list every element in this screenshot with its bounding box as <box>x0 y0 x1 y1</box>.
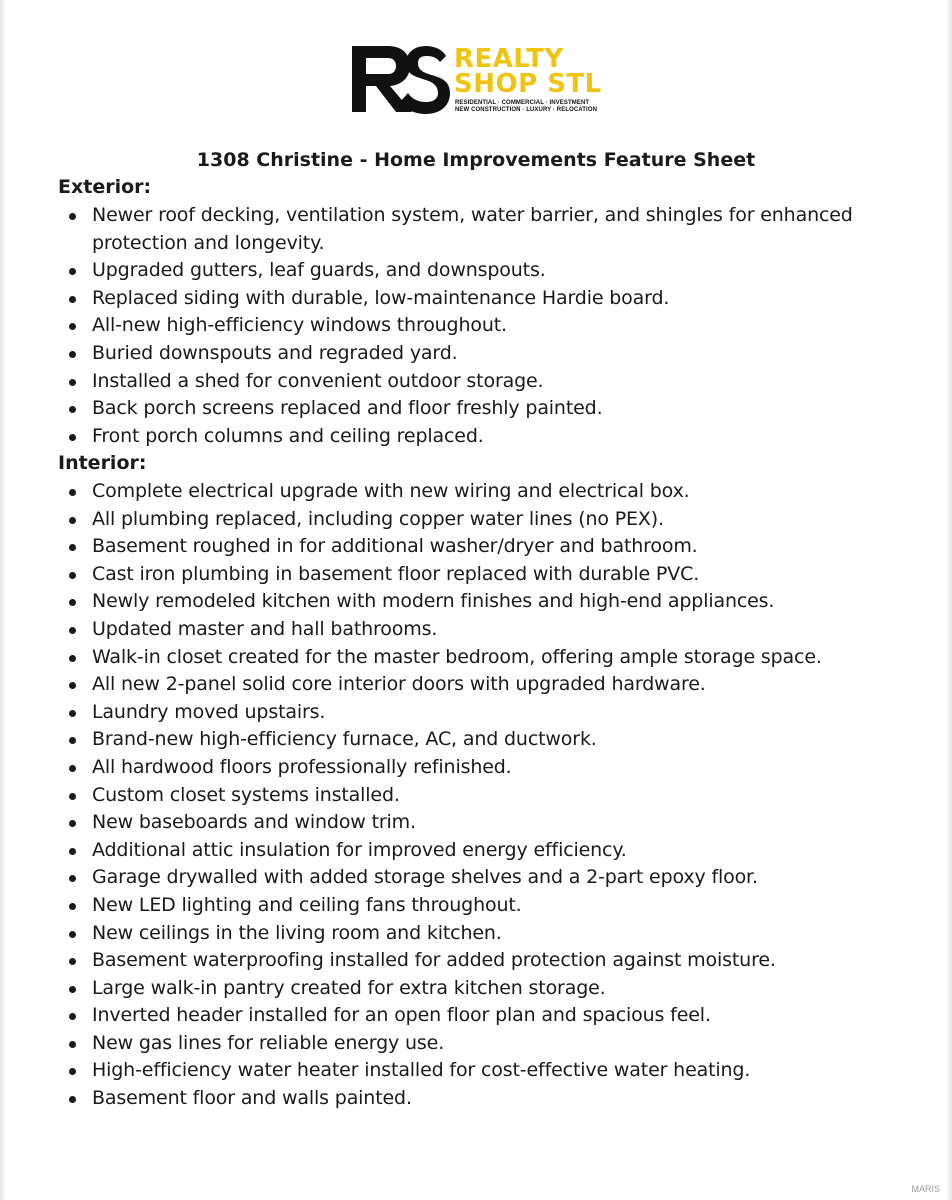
logo-name-line-2: SHOP STL <box>454 69 602 99</box>
list-item <box>0 947 952 975</box>
list-item <box>0 1030 952 1058</box>
list-item-text: New baseboards and window trim. <box>92 811 416 834</box>
list-item <box>0 257 952 285</box>
list-item-text: Inverted header installed for an open floor plan and spacious feel. <box>92 1004 711 1027</box>
list-item-text: All-new high-efficiency windows throughout. <box>92 314 507 337</box>
section-heading-interior: Interior: <box>58 452 147 474</box>
bullet-icon <box>69 682 76 689</box>
list-item-text: Upgraded gutters, leaf guards, and downspouts. <box>92 259 546 282</box>
list-item-text: Cast iron plumbing in basement floor replaced with durable PVC. <box>92 562 700 585</box>
bullet-icon <box>69 296 76 303</box>
list-item-text: Garage drywalled with added storage shelves and a 2-part epoxy floor. <box>92 866 758 889</box>
bullet-icon <box>69 268 76 275</box>
bullet-icon <box>69 599 76 606</box>
bullet-icon <box>69 848 76 855</box>
bullet-icon <box>69 1041 76 1048</box>
list-item-text: Laundry moved upstairs. <box>92 700 326 723</box>
list-item <box>0 1002 952 1030</box>
list-item <box>0 1057 952 1085</box>
bullet-icon <box>69 379 76 386</box>
list-item <box>0 782 952 810</box>
list-item <box>0 588 952 616</box>
list-item <box>0 726 952 754</box>
list-item-text: All plumbing replaced, including copper water lines (no PEX). <box>92 507 664 530</box>
logo-name-line-1: REALTY <box>454 44 564 74</box>
bullet-icon <box>69 213 76 220</box>
section-heading-exterior: Exterior: <box>58 176 152 198</box>
bullet-icon <box>69 323 76 330</box>
list-item-text: Basement floor and walls painted. <box>92 1087 412 1110</box>
list-item-text: Brand-new high-efficiency furnace, AC, and ductwork. <box>92 728 597 751</box>
list-item-text: Front porch columns and ceiling replaced. <box>92 424 484 447</box>
list-item-text: Updated master and hall bathrooms. <box>92 617 438 640</box>
bullet-icon <box>69 351 76 358</box>
list-item-text: Buried downspouts and regraded yard. <box>92 341 458 364</box>
list-item <box>0 699 952 727</box>
list-item-text: Back porch screens replaced and floor freshly painted. <box>92 397 603 420</box>
bullet-icon <box>69 434 76 441</box>
list-item-text: Newly remodeled kitchen with modern finishes and high-end appliances. <box>92 590 775 613</box>
list-item-text: Replaced siding with durable, low-maintenance Hardie board. <box>92 286 670 309</box>
list-item <box>0 202 952 257</box>
bullet-icon <box>69 1013 76 1020</box>
bullet-icon <box>69 544 76 551</box>
list-item <box>0 864 952 892</box>
list-item <box>0 395 952 423</box>
bullet-icon <box>69 986 76 993</box>
list-item <box>0 506 952 534</box>
list-item <box>0 561 952 589</box>
bullet-icon <box>69 1068 76 1075</box>
list-item <box>0 892 952 920</box>
bullet-icon <box>69 737 76 744</box>
list-item <box>0 975 952 1003</box>
rs-monogram-icon <box>350 44 450 116</box>
bullet-icon <box>69 958 76 965</box>
list-item <box>0 340 952 368</box>
list-item <box>0 478 952 506</box>
list-item-text: New LED lighting and ceiling fans throughout. <box>92 893 522 916</box>
bullet-icon <box>69 793 76 800</box>
list-item <box>0 837 952 865</box>
list-item-text: Walk-in closet created for the master bedroom, offering ample storage space. <box>92 645 822 668</box>
list-item-text: High-efficiency water heater installed for cost-effective water heating. <box>92 1059 751 1082</box>
list-item <box>0 920 952 948</box>
bullet-icon <box>69 655 76 662</box>
list-item-text: Basement roughed in for additional washer/dryer and bathroom. <box>92 535 698 558</box>
list-item-text: Complete electrical upgrade with new wiring and electrical box. <box>92 480 690 502</box>
bullet-icon <box>69 931 76 938</box>
list-item <box>0 533 952 561</box>
bullet-icon <box>69 489 76 496</box>
realty-shop-stl-logo <box>350 44 610 120</box>
bullet-icon <box>69 627 76 634</box>
logo-tagline-line-1: RESIDENTIAL · COMMERCIAL · INVESTMENT <box>455 100 590 106</box>
list-item-text: Additional attic insulation for improved energy efficiency. <box>92 838 627 861</box>
list-item <box>0 671 952 699</box>
list-item-text: Newer roof decking, ventilation system, water barrier, and shingles for enhanced protection and longevity. <box>92 204 853 254</box>
maris-watermark: MARIS <box>911 1184 940 1194</box>
bullet-icon <box>69 765 76 772</box>
list-item <box>0 368 952 396</box>
bullet-icon <box>69 710 76 717</box>
list-item <box>0 423 952 451</box>
list-item-text: All hardwood floors professionally refinished. <box>92 755 512 778</box>
bullet-icon <box>69 517 76 524</box>
list-item <box>0 285 952 313</box>
exterior-feature-list <box>0 202 952 450</box>
document-title: 1308 Christine - Home Improvements Feature Sheet <box>196 149 756 171</box>
bullet-icon <box>69 406 76 413</box>
list-item <box>0 616 952 644</box>
list-item-text: New ceilings in the living room and kitchen. <box>92 921 502 944</box>
bullet-icon <box>69 1096 76 1103</box>
list-item-text: Large walk-in pantry created for extra kitchen storage. <box>92 976 606 999</box>
logo-tagline-line-2: NEW CONSTRUCTION · LUXURY · RELOCATION <box>455 107 598 113</box>
list-item <box>0 754 952 782</box>
list-item <box>0 1085 952 1113</box>
bullet-icon <box>69 820 76 827</box>
list-item <box>0 312 952 340</box>
bullet-icon <box>69 572 76 579</box>
list-item-text: Basement waterproofing installed for added protection against moisture. <box>92 949 776 972</box>
list-item-text: New gas lines for reliable energy use. <box>92 1031 445 1054</box>
list-item-text: All new 2-panel solid core interior doors with upgraded hardware. <box>92 673 706 696</box>
interior-feature-list <box>0 478 952 1113</box>
list-item <box>0 809 952 837</box>
list-item-text: Installed a shed for convenient outdoor storage. <box>92 369 544 392</box>
list-item <box>0 644 952 672</box>
bullet-icon <box>69 875 76 882</box>
list-item-text: Custom closet systems installed. <box>92 783 400 806</box>
bullet-icon <box>69 903 76 910</box>
